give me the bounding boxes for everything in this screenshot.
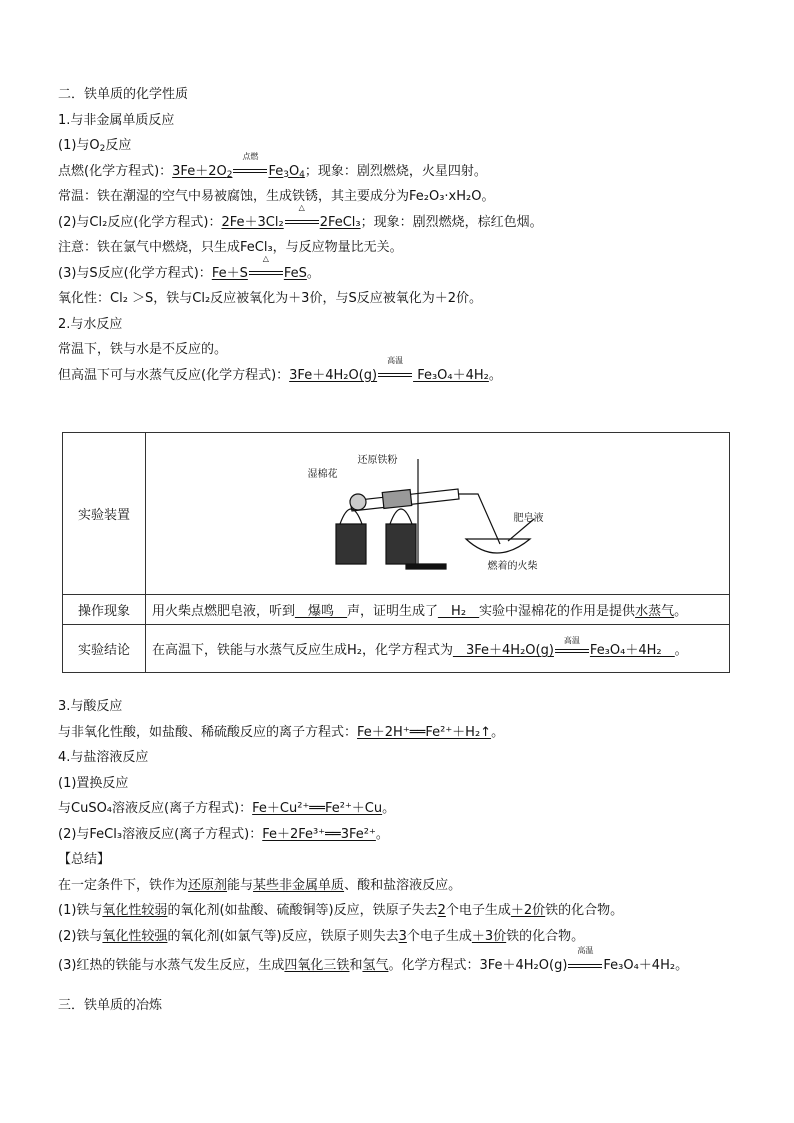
apparatus-cell [146, 433, 730, 595]
reaction-condition: 高温 [568, 953, 602, 979]
text-line: (1)置换反应 [58, 775, 129, 791]
section-title: 三．铁单质的冶炼 [58, 997, 163, 1013]
section-title: 二．铁单质的化学性质 [58, 87, 189, 102]
label-match: 燃着的火柴 [487, 560, 538, 572]
reaction-condition: △ [249, 261, 283, 287]
document-body [58, 82, 738, 388]
equation-line: 点燃(化学方程式)：$3Fe+2O_2$ 点燃 $Fe_3O_4$；现象：剧烈燃烧，火星四射。 [58, 159, 738, 185]
reaction-condition: 高温 [555, 643, 589, 658]
conclusion-cell: 在高温下，铁能与水蒸气反应生成H₂，化学方程式为__3Fe＋4H₂O(g) 高温 Fe₃O₄＋4H₂__。 [146, 625, 730, 673]
text-line: 氧化性：Cl₂ ＞S，铁与Cl₂反应被氧化为＋3价，与S反应被氧化为＋2价。 [58, 291, 482, 306]
equation-line: 与CuSO₄溶液反应(离子方程式)：Fe＋Cu²⁺══Fe²⁺＋Cu。 [58, 801, 396, 816]
subheading: 1.与非金属单质反应 [58, 112, 175, 128]
text-line: (1)与$O_2$反应 [58, 138, 132, 154]
equation-line: (2)与Cl₂反应(化学方程式)：2Fe＋3Cl₂ △ 2FeCl₃；现象：剧烈燃烧，棕红色烟。 [58, 210, 738, 236]
apparatus-diagram [288, 439, 588, 589]
table-head: 实验装置 [63, 433, 146, 595]
experiment-table [62, 432, 730, 673]
phenomenon-cell: 用火柴点燃肥皂液，听到__爆鸣__声，证明生成了__H₂__实验中湿棉花的作用是提供水蒸气。 [146, 595, 730, 625]
text-line: (3)红热的铁能与水蒸气发生反应，生成四氧化三铁和氢气。化学方程式：3Fe＋4H₂O(g) 高温 Fe₃O₄＋4H₂。 [58, 953, 738, 979]
reaction-condition: 点燃 [233, 159, 267, 185]
subheading: 3.与酸反应 [58, 699, 123, 714]
table-head: 实验结论 [63, 625, 146, 673]
reaction-condition: 高温 [378, 363, 412, 389]
text-line: 常温：铁在潮湿的空气中易被腐蚀，生成铁锈，其主要成分为Fe₂O₃·xH₂O。 [58, 189, 495, 204]
reaction-condition: △ [285, 210, 319, 236]
label-iron-powder: 还原铁粉 [357, 454, 398, 466]
text-line: (2)铁与氧化性较强的氧化剂(如氯气等)反应，铁原子则失去3个电子生成＋3价铁的化合物。 [58, 928, 585, 944]
document-body-2 [58, 694, 738, 1018]
equation-line: (3)与S反应(化学方程式)：Fe＋S △ FeS。 [58, 261, 738, 287]
label-soap: 肥皂液 [513, 512, 544, 524]
text-line: 常温下，铁与水是不反应的。 [58, 342, 228, 357]
subheading: 4.与盐溶液反应 [58, 750, 149, 765]
label-wet-cotton: 湿棉花 [307, 468, 338, 480]
summary-heading: 【总结】 [58, 852, 111, 867]
subheading: 2.与水反应 [58, 316, 123, 332]
equation-line: (2)与FeCl₃溶液反应(离子方程式)：Fe＋2Fe³⁺══3Fe²⁺。 [58, 826, 389, 842]
equation-line: 但高温下可与水蒸气反应(化学方程式)：3Fe＋4H₂O(g) 高温 Fe₃O₄＋4H₂。 [58, 363, 738, 389]
equation-line: 与非氧化性酸，如盐酸、稀硫酸反应的离子方程式：Fe＋2H⁺══Fe²⁺＋H₂↑。 [58, 724, 505, 740]
text-line: 在一定条件下，铁作为还原剂能与某些非金属单质、酸和盐溶液反应。 [58, 877, 462, 893]
text-line: (1)铁与氧化性较弱的氧化剂(如盐酸、硫酸铜等)反应，铁原子失去2个电子生成＋2价铁的化合物。 [58, 903, 624, 918]
text-line: 注意：铁在氯气中燃烧，只生成FeCl₃，与反应物量比无关。 [58, 240, 403, 255]
table-head: 操作现象 [63, 595, 146, 625]
